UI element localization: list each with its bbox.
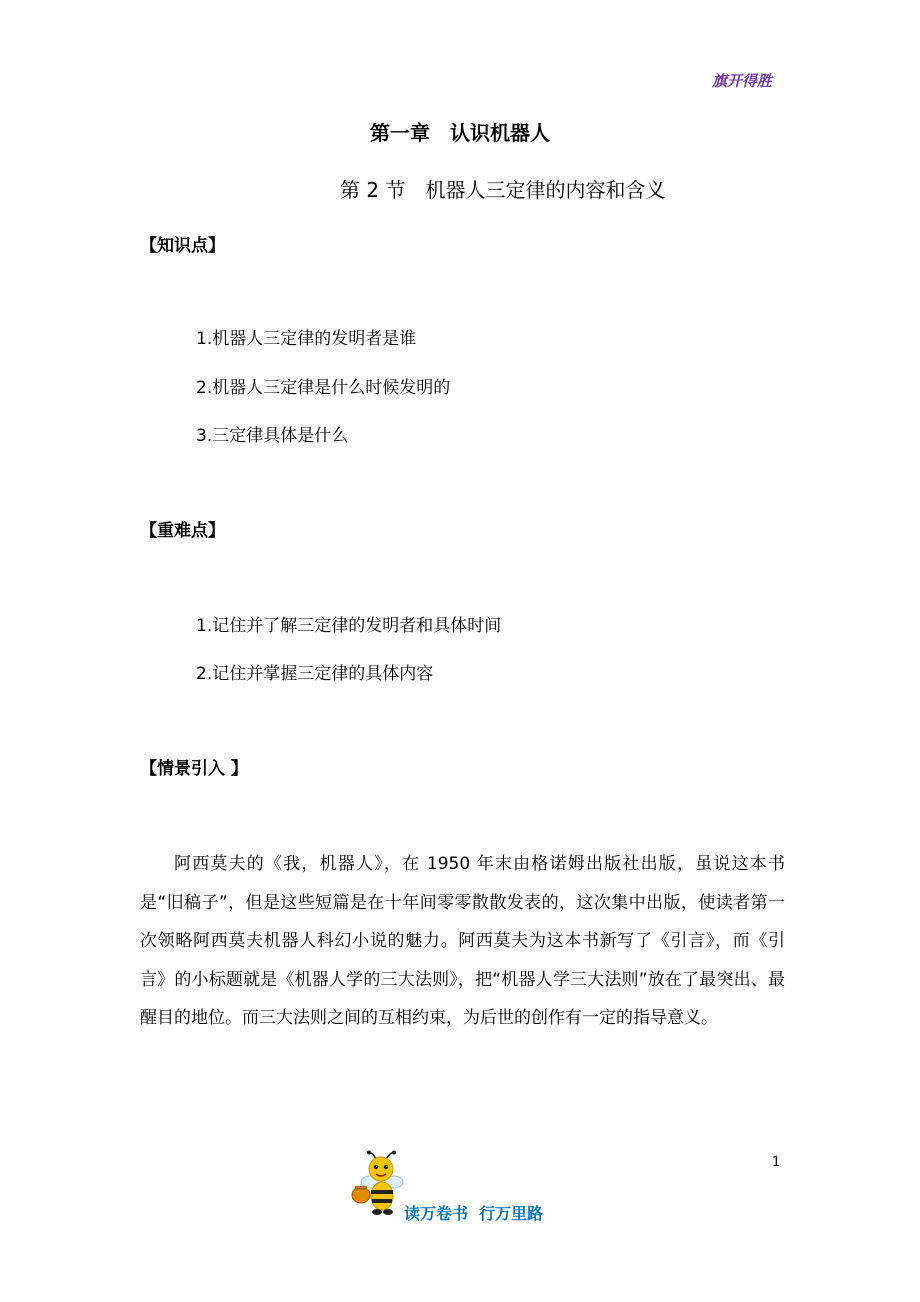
- key-points-heading: 【重难点】: [140, 521, 225, 541]
- knowledge-point-item: 2.机器人三定律是什么时候发明的: [196, 378, 451, 398]
- key-point-item: 1.记住并了解三定律的发明者和具体时间: [196, 616, 502, 636]
- key-point-item: 2.记住并掌握三定律的具体内容: [196, 664, 434, 684]
- scenario-paragraph: 阿西莫夫的《我，机器人》，在 1950 年末由格诺姆出版社出版，虽说这本书是“旧稿子”，但是这些短篇是在十年间零零散散发表的，这次集中出版，使读者第一次领略阿西莫夫机器人科幻小说的魅力。阿西莫夫为这本书新写了《引言》，而《引言》的小标题就是《机器人学的三大法则》，把“机器人学三大法则”放在了最突出、最醒目的地位。而三大法则之间的互相约束，为后世的创作有一定的指导意义。: [140, 854, 785, 1029]
- knowledge-point-item: 1.机器人三定律的发明者是谁: [196, 329, 417, 349]
- page-number: 1: [772, 1155, 781, 1170]
- header-slogan: 旗开得胜: [712, 72, 773, 90]
- chapter-title: 第一章 认识机器人: [370, 121, 550, 145]
- scenario-heading: 【情景引入 】: [140, 759, 248, 779]
- bee-mascot-icon: [350, 1150, 406, 1222]
- footer-motto: 读万卷书 行万里路: [404, 1204, 544, 1223]
- knowledge-point-item: 3.三定律具体是什么: [196, 426, 349, 446]
- section-title: 第 2 节 机器人三定律的内容和含义: [340, 178, 666, 202]
- knowledge-points-heading: 【知识点】: [140, 236, 225, 256]
